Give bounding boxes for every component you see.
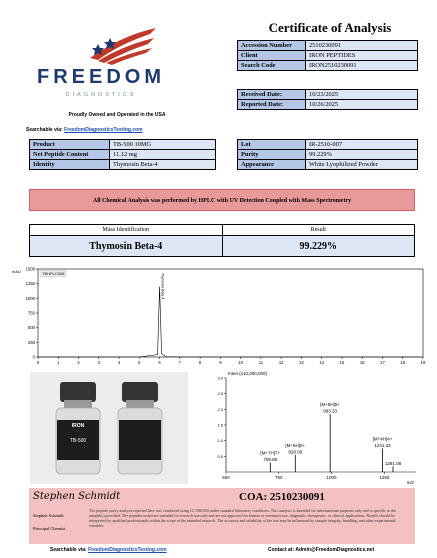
- accession-value: 2510230091: [306, 41, 418, 51]
- lot-table: [237, 139, 418, 170]
- ms-xlabel: m/z: [406, 480, 414, 485]
- chroma-ytick-label: 1000: [25, 295, 35, 301]
- chroma-xtick-label: 4: [117, 360, 121, 365]
- chroma-xtick-label: 16: [359, 360, 365, 365]
- purity-label: Purity: [238, 150, 306, 160]
- ms-ytick-label: 1.5: [217, 422, 223, 428]
- ms-ytick-label: 1.0: [217, 438, 223, 444]
- ms-xtick-label: 1250: [379, 475, 390, 480]
- result-header: Result: [222, 225, 415, 236]
- signer-role: Principal Chemist: [33, 526, 66, 531]
- product-label: Product: [30, 140, 110, 150]
- ms-peak-mz: 1241.33: [374, 443, 391, 448]
- chroma-ytick-label: 1500: [25, 266, 35, 272]
- chroma-xtick-label: 12: [278, 360, 284, 365]
- logo-subtitle: DIAGNOSTICS: [65, 92, 137, 98]
- chroma-xtick-label: 6: [158, 360, 161, 365]
- search-code-label: Search Code: [238, 61, 306, 71]
- ms-peak-ion: [M+6H]6+: [285, 442, 306, 448]
- ms-xtick-label: 500: [222, 475, 230, 480]
- contacts-email-value[interactable]: Admin@FreedomDiagnostics.net: [295, 547, 375, 553]
- identity-label: Identity: [30, 160, 110, 170]
- contacts-search-link[interactable]: FreedomDiagnosticsTesting.com: [88, 547, 167, 553]
- contacts-search-label: Searchable via:: [50, 547, 87, 553]
- search-via-link[interactable]: FreedomDiagnosticsTesting.com: [64, 127, 143, 133]
- chroma-yunit: mAU: [12, 269, 21, 274]
- chroma-xtick-label: 14: [319, 360, 325, 365]
- chroma-ytick-label: 1250: [25, 281, 35, 287]
- ms-xtick-label: 750: [275, 475, 283, 480]
- lot-label: Lot: [238, 140, 306, 150]
- chroma-xtick-label: 1: [57, 360, 60, 365]
- chroma-legend: TBHPLC008: [42, 271, 65, 276]
- ms-ytick-label: 3.0: [217, 375, 223, 381]
- chroma-xtick-label: 8: [198, 360, 202, 365]
- chroma-xtick-label: 9: [219, 360, 222, 365]
- ms-peak-ion: [M+5H]5+: [320, 402, 341, 408]
- ms-peak-mz: 993.33: [323, 408, 338, 414]
- client-label: Client: [238, 51, 306, 61]
- chroma-xtick-label: 15: [339, 360, 345, 365]
- identity-value: Thymosin Beta-4: [110, 160, 216, 170]
- result-value: 99.229%: [222, 236, 415, 257]
- dates-table: [237, 89, 418, 110]
- signature: Stephen Schmidt: [33, 491, 121, 502]
- search-via: [26, 127, 143, 133]
- coa-number: COA: 2510230091: [239, 491, 325, 503]
- chroma-xtick-label: 7: [178, 360, 182, 365]
- footer-panel: [29, 488, 415, 544]
- client-value: IRON PEPTIDES: [306, 51, 418, 61]
- chroma-xtick-label: 19: [420, 360, 426, 365]
- chroma-xtick-label: 11: [258, 360, 264, 365]
- tagline: Proudly Owned and Operated in the USA: [68, 112, 166, 118]
- lot-value: IR-2510-007: [306, 140, 418, 150]
- result-table: [29, 224, 415, 257]
- page-title: Certificate of Analysis: [268, 20, 392, 35]
- flag-swoosh-icon: [90, 26, 160, 66]
- accession-label: Accession Number: [238, 41, 306, 51]
- vial-label-text: TB-500: [69, 438, 87, 444]
- mass-id-header: Mass Identification: [30, 225, 223, 236]
- ms-xtick-label: 1000: [326, 475, 337, 480]
- signer-name: Stephen Schmidt: [33, 513, 64, 518]
- chroma-xtick-label: 3: [97, 360, 100, 365]
- mass-spectrum: [212, 368, 424, 486]
- ms-ytick-label: 2.5: [217, 391, 223, 397]
- contacts-email-label: Contact at:: [268, 547, 295, 553]
- chroma-xtick-label: 13: [299, 360, 304, 365]
- chroma-xtick-label: 17: [380, 360, 385, 365]
- contacts-email: [268, 547, 374, 553]
- vial-back: [118, 382, 162, 474]
- vials-photo: [30, 372, 188, 484]
- ms-title: Inten.(x10,000,000): [228, 371, 268, 376]
- received-date-label: Received Date:: [238, 90, 306, 100]
- disclaimer: The peptide purity analysis reported here was conducted using LC-MS/MS under standard laboratory conditions. This analysis is intended for informational purposes only and is specific to the sample(s) provided. The peptides tested are intended for research use only and are not approved for human or veterinary use, diagnostic, therapeutic, or clinical applications. Results should be interpreted by qualified professionals within the scope of the intended research. The accuracy and reliability of the test may be influenced by sample integrity, handling, and other experimental variables.: [89, 508, 396, 528]
- vial-brand-text: IRON: [71, 423, 85, 429]
- ms-peak-mz: 709.88: [263, 457, 278, 463]
- chroma-xtick-label: 5: [138, 360, 141, 365]
- reported-date-label: Reported Date:: [238, 100, 306, 110]
- appearance-value: White Lyophilized Powder: [306, 160, 418, 170]
- contacts-search: [50, 547, 167, 553]
- product-table: [29, 139, 216, 170]
- search-code-value: IRON2510230091: [306, 61, 418, 71]
- ms-peak-mz: 1291.08: [384, 460, 402, 466]
- chroma-xtick-label: 0: [36, 360, 40, 365]
- reported-date-value: 10/26/2025: [306, 100, 418, 110]
- chroma-ytick-label: 250: [28, 339, 35, 345]
- search-via-label: Searchable via:: [26, 127, 63, 133]
- method-banner: All Chemical Analysis was performed by HPLC with UV Detection Coupled with Mass Spectrometry: [29, 189, 415, 211]
- vial-front: [56, 382, 100, 474]
- chroma-ytick-label: 500: [28, 325, 35, 331]
- chroma-ytick-label: 0: [32, 354, 35, 360]
- chroma-xtick-label: 18: [400, 360, 406, 365]
- appearance-label: Appearance: [238, 160, 306, 170]
- logo-wordmark: FREEDOM: [37, 66, 165, 88]
- net-peptide-label: Net Peptide Content: [30, 150, 110, 160]
- ms-peak-ion: [M+7H]7+: [260, 450, 281, 456]
- ms-peak-mz: 828.09: [288, 449, 303, 455]
- received-date-value: 10/23/2025: [306, 90, 418, 100]
- chroma-peak-label: Thymosin Beta-4: [160, 273, 165, 300]
- chroma-trace: [38, 287, 423, 357]
- hplc-chromatogram: [10, 263, 430, 368]
- chroma-frame: [38, 269, 423, 357]
- accession-table: [237, 40, 418, 71]
- freedom-logo: [26, 26, 176, 126]
- ms-ytick-label: 0.5: [217, 453, 223, 459]
- net-peptide-value: 11.12 mg: [110, 150, 216, 160]
- product-value: TB-500 10MG: [110, 140, 216, 150]
- purity-value: 99.229%: [306, 150, 418, 160]
- ms-ytick-label: 2.0: [217, 406, 223, 412]
- mass-id-value: Thymosin Beta-4: [30, 236, 223, 257]
- chroma-xtick-label: 10: [238, 360, 243, 365]
- ms-peak-ion: [M+4H]4+: [372, 436, 393, 442]
- chroma-ytick-label: 750: [28, 310, 35, 316]
- chroma-xtick-label: 2: [77, 360, 80, 365]
